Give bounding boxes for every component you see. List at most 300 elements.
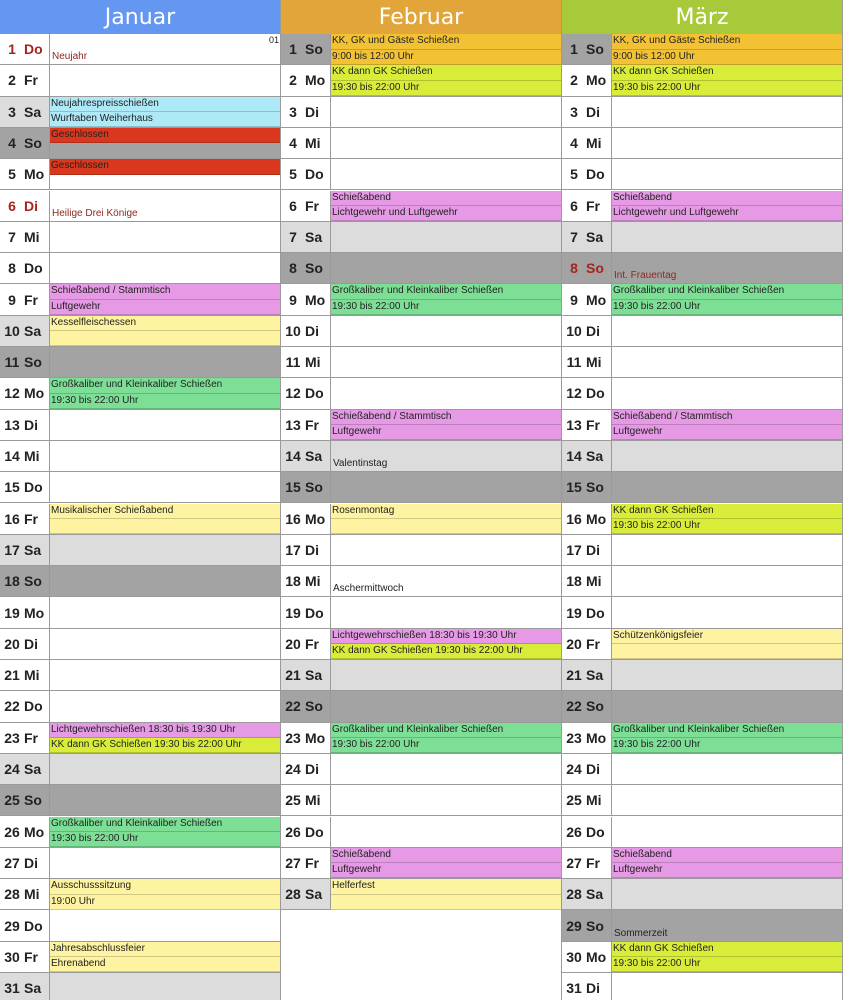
day-label	[281, 253, 331, 283]
day-row	[281, 191, 562, 222]
day-label	[0, 504, 50, 534]
weekday: Di	[305, 103, 319, 120]
day-events	[331, 723, 562, 753]
weekday: Sa	[305, 448, 323, 465]
month-header-2: Februar	[281, 0, 562, 34]
day-events	[50, 159, 281, 189]
day-events	[331, 472, 562, 502]
day-number: 12	[566, 385, 582, 402]
event-band	[50, 331, 281, 346]
day-label	[562, 191, 612, 221]
event-band: Kesselfleischessen	[50, 316, 281, 332]
day-number: 26	[4, 823, 20, 840]
event-band: 19:30 bis 22:00 Uhr	[50, 832, 281, 847]
weekday: Fr	[24, 948, 38, 965]
day-row	[562, 441, 843, 472]
day-label	[562, 441, 612, 471]
day-number: 11	[4, 354, 20, 371]
day-events	[331, 879, 562, 909]
day-row	[281, 128, 562, 159]
weekday: So	[305, 698, 323, 715]
day-number: 26	[566, 823, 582, 840]
day-number: 24	[4, 761, 20, 778]
day-label	[562, 65, 612, 95]
day-row	[281, 34, 562, 65]
day-row	[281, 316, 562, 347]
event-band: Luftgewehr	[50, 300, 281, 315]
day-events	[331, 34, 562, 64]
day-label	[281, 97, 331, 127]
day-row	[281, 504, 562, 535]
weekday: Mo	[305, 729, 326, 746]
weekday: Fr	[586, 854, 600, 871]
day-row	[0, 97, 281, 128]
day-number: 12	[4, 385, 20, 402]
event-band: Großkaliber und Kleinkaliber Schießen	[331, 723, 562, 739]
day-events	[612, 191, 843, 221]
day-row	[0, 441, 281, 472]
day-row	[562, 754, 843, 785]
day-row	[0, 785, 281, 816]
event-band: 19:00 Uhr	[50, 895, 281, 910]
day-row	[281, 253, 562, 284]
day-label	[281, 378, 331, 408]
event-band: 19:30 bis 22:00 Uhr	[331, 300, 562, 315]
day-events	[50, 754, 281, 784]
event-band: 9:00 bis 12:00 Uhr	[331, 50, 562, 65]
day-events	[612, 754, 843, 784]
day-label	[281, 347, 331, 377]
weekday: Mo	[305, 72, 326, 89]
day-events	[331, 253, 562, 283]
day-events	[612, 472, 843, 502]
day-number: 4	[570, 135, 578, 152]
weekday: Sa	[24, 980, 42, 997]
day-number: 16	[285, 510, 301, 527]
weekday: Fr	[24, 291, 38, 308]
day-events	[612, 347, 843, 377]
day-row	[562, 472, 843, 503]
day-label	[0, 942, 50, 972]
day-number: 30	[566, 948, 582, 965]
day-row	[0, 660, 281, 691]
day-label	[0, 97, 50, 127]
day-label	[0, 128, 50, 158]
event-band: KK dann GK Schießen 19:30 bis 22:00 Uhr	[331, 644, 562, 659]
day-label	[281, 879, 331, 909]
event-band: 9:00 bis 12:00 Uhr	[612, 50, 843, 65]
day-label	[562, 566, 612, 596]
weekday: So	[24, 135, 42, 152]
day-label	[562, 159, 612, 189]
day-number: 13	[285, 416, 301, 433]
day-number: 11	[285, 354, 301, 371]
day-row	[0, 378, 281, 409]
day-label	[0, 848, 50, 878]
day-number: 3	[8, 103, 16, 120]
day-label	[281, 65, 331, 95]
event-band: Großkaliber und Kleinkaliber Schießen	[50, 817, 281, 833]
weekday: Sa	[305, 228, 323, 245]
day-events	[331, 316, 562, 346]
day-label	[562, 910, 612, 940]
weekday: Mo	[24, 604, 45, 621]
day-row	[0, 817, 281, 848]
event-band: KK, GK und Gäste Schießen	[331, 34, 562, 50]
weekday: Fr	[586, 635, 600, 652]
weekday: Do	[24, 260, 43, 277]
weekday: So	[24, 573, 42, 590]
day-label	[281, 723, 331, 753]
day-events	[331, 191, 562, 221]
day-number: 20	[285, 635, 301, 652]
day-events	[331, 535, 562, 565]
day-events	[331, 660, 562, 690]
day-events	[50, 222, 281, 252]
day-label	[281, 128, 331, 158]
day-row	[0, 848, 281, 879]
event-band: Großkaliber und Kleinkaliber Schießen	[331, 284, 562, 300]
weekday: Mo	[24, 823, 45, 840]
event-band: Musikalischer Schießabend	[50, 504, 281, 520]
day-row	[0, 691, 281, 722]
day-events	[50, 253, 281, 283]
day-number: 10	[285, 322, 301, 339]
day-number: 4	[289, 135, 297, 152]
day-label	[562, 128, 612, 158]
weekday: Sa	[24, 322, 42, 339]
weekday: Mo	[586, 729, 607, 746]
day-label	[0, 159, 50, 189]
day-number: 31	[566, 980, 582, 997]
weekday: Fr	[305, 635, 319, 652]
weekday: Mi	[24, 667, 40, 684]
day-events	[50, 410, 281, 440]
day-row	[0, 754, 281, 785]
day-number: 24	[285, 761, 301, 778]
event-band: Helferfest	[331, 879, 562, 895]
day-number: 11	[566, 354, 582, 371]
event-band: Rosenmontag	[331, 504, 562, 520]
event-band: Großkaliber und Kleinkaliber Schießen	[612, 284, 843, 300]
day-events	[612, 785, 843, 815]
day-events	[50, 848, 281, 878]
event-band: Großkaliber und Kleinkaliber Schießen	[612, 723, 843, 739]
day-row	[281, 723, 562, 754]
day-label	[562, 504, 612, 534]
day-label	[562, 535, 612, 565]
day-row	[281, 660, 562, 691]
day-label	[281, 504, 331, 534]
day-events	[612, 441, 843, 471]
day-number: 22	[4, 698, 20, 715]
day-row	[562, 660, 843, 691]
day-events	[331, 284, 562, 314]
day-events	[50, 316, 281, 346]
event-band: 19:30 bis 22:00 Uhr	[331, 738, 562, 753]
day-number: 1	[570, 41, 578, 58]
day-number: 20	[566, 635, 582, 652]
weekday: Sa	[305, 667, 323, 684]
event-band: Schießabend	[612, 191, 843, 207]
day-events	[50, 65, 281, 95]
weekday: Fr	[305, 416, 319, 433]
weekday: Di	[24, 416, 38, 433]
day-label	[281, 754, 331, 784]
weekday: So	[305, 41, 323, 58]
event-band: Luftgewehr	[331, 863, 562, 878]
day-number: 21	[285, 667, 301, 684]
weekday: Mo	[305, 510, 326, 527]
day-row	[281, 691, 562, 722]
event-band: Ausschusssitzung	[50, 879, 281, 895]
day-number: 8	[8, 260, 16, 277]
day-note: Aschermittwoch	[333, 583, 404, 595]
day-number: 6	[289, 197, 297, 214]
day-events	[50, 910, 281, 940]
weekday: Sa	[24, 541, 42, 558]
day-label	[0, 597, 50, 627]
day-events	[612, 128, 843, 158]
weekday: Mo	[305, 291, 326, 308]
day-row	[0, 347, 281, 378]
event-band: 19:30 bis 22:00 Uhr	[612, 300, 843, 315]
day-number: 26	[285, 823, 301, 840]
day-events	[50, 191, 281, 221]
event-band	[50, 519, 281, 534]
day-events	[50, 566, 281, 596]
day-row	[0, 535, 281, 566]
weekday: Sa	[586, 448, 604, 465]
day-number: 21	[4, 667, 20, 684]
weekday: Di	[24, 197, 38, 214]
event-band: Lichtgewehrschießen 18:30 bis 19:30 Uhr	[50, 723, 281, 739]
day-row	[281, 597, 562, 628]
weekday: Sa	[24, 103, 42, 120]
weekday: Mi	[586, 135, 602, 152]
event-band: 19:30 bis 22:00 Uhr	[612, 81, 843, 96]
day-events	[50, 973, 281, 1000]
day-label	[0, 253, 50, 283]
day-number: 24	[566, 761, 582, 778]
day-label	[562, 472, 612, 502]
day-row	[281, 472, 562, 503]
event-band: KK dann GK Schießen	[612, 65, 843, 81]
event-band: 19:30 bis 22:00 Uhr	[612, 957, 843, 972]
day-row	[0, 159, 281, 190]
day-events	[50, 785, 281, 815]
day-label	[281, 441, 331, 471]
day-events	[612, 723, 843, 753]
day-row	[281, 97, 562, 128]
day-events	[331, 128, 562, 158]
day-events	[50, 660, 281, 690]
day-events	[331, 785, 562, 815]
day-events	[612, 159, 843, 189]
weekday: Sa	[586, 886, 604, 903]
month-header-3: März	[562, 0, 843, 34]
day-events	[331, 222, 562, 252]
day-row	[0, 65, 281, 96]
day-label	[281, 817, 331, 847]
event-band	[331, 895, 562, 910]
day-number: 25	[285, 792, 301, 809]
weekday: Mi	[305, 792, 321, 809]
day-events	[612, 691, 843, 721]
day-events	[612, 848, 843, 878]
day-number: 16	[566, 510, 582, 527]
weekday: Mo	[586, 72, 607, 89]
day-number: 13	[566, 416, 582, 433]
day-row	[281, 159, 562, 190]
day-label	[0, 191, 50, 221]
day-label	[562, 378, 612, 408]
day-number: 10	[566, 322, 582, 339]
day-events	[612, 566, 843, 596]
weekday: Mo	[586, 948, 607, 965]
day-label	[562, 785, 612, 815]
day-note: Neujahr	[52, 51, 88, 63]
day-events	[612, 817, 843, 847]
day-label	[281, 284, 331, 314]
day-events	[331, 754, 562, 784]
day-label	[562, 347, 612, 377]
event-band: Geschlossen	[50, 159, 281, 175]
day-number: 30	[4, 948, 20, 965]
day-label	[281, 472, 331, 502]
event-band: KK dann GK Schießen	[612, 942, 843, 958]
weekday: Di	[305, 761, 319, 778]
day-label	[0, 316, 50, 346]
day-note: Sommerzeit	[614, 927, 668, 939]
day-label	[562, 597, 612, 627]
day-row	[281, 222, 562, 253]
weekday: So	[586, 479, 604, 496]
day-row	[0, 222, 281, 253]
day-label	[562, 660, 612, 690]
day-row	[562, 97, 843, 128]
day-row	[562, 253, 843, 284]
day-events	[50, 472, 281, 502]
day-row	[562, 159, 843, 190]
day-label	[0, 222, 50, 252]
day-number: 18	[4, 573, 20, 590]
day-row	[281, 441, 562, 472]
day-events	[50, 34, 281, 64]
weekday: Di	[305, 322, 319, 339]
event-band: KK dann GK Schießen 19:30 bis 22:00 Uhr	[50, 738, 281, 753]
weekday: Mi	[24, 228, 40, 245]
day-label	[0, 754, 50, 784]
day-row	[562, 973, 843, 1000]
weekday: So	[24, 792, 42, 809]
day-label	[281, 566, 331, 596]
day-events	[331, 378, 562, 408]
day-label	[562, 723, 612, 753]
event-band: Ehrenabend	[50, 957, 281, 972]
day-number: 31	[4, 980, 20, 997]
day-label	[281, 316, 331, 346]
event-band: Lichtgewehr und Luftgewehr	[331, 206, 562, 221]
day-row	[562, 316, 843, 347]
day-label	[562, 34, 612, 64]
week-number: 01	[268, 35, 279, 45]
day-row	[562, 191, 843, 222]
event-band: Schießabend / Stammtisch	[612, 410, 843, 426]
event-band: KK dann GK Schießen	[331, 65, 562, 81]
day-row	[562, 942, 843, 973]
day-events	[612, 97, 843, 127]
event-band: Neujahrespreisschießen	[50, 97, 281, 113]
day-number: 9	[8, 291, 16, 308]
day-label	[281, 410, 331, 440]
day-note: Valentinstag	[333, 458, 388, 470]
weekday: Fr	[24, 729, 38, 746]
event-band: Schießabend	[612, 848, 843, 864]
day-row	[281, 535, 562, 566]
weekday: Do	[586, 166, 605, 183]
day-events	[50, 378, 281, 408]
day-events	[612, 629, 843, 659]
day-events	[612, 504, 843, 534]
day-events	[612, 597, 843, 627]
day-number: 3	[570, 103, 578, 120]
event-band: KK dann GK Schießen	[612, 504, 843, 520]
day-events	[612, 910, 843, 940]
event-band: Luftgewehr	[612, 863, 843, 878]
day-number: 19	[4, 604, 20, 621]
day-number: 20	[4, 635, 20, 652]
weekday: Mo	[24, 166, 45, 183]
day-events	[50, 597, 281, 627]
day-events	[331, 441, 562, 471]
day-events	[331, 566, 562, 596]
day-row	[281, 65, 562, 96]
day-events	[612, 410, 843, 440]
day-number: 5	[8, 166, 16, 183]
day-events	[331, 691, 562, 721]
day-label	[0, 65, 50, 95]
day-row	[281, 879, 562, 910]
day-label	[562, 284, 612, 314]
day-row	[0, 566, 281, 597]
day-number: 14	[566, 448, 582, 465]
day-events	[331, 817, 562, 847]
day-label	[562, 316, 612, 346]
weekday: Mi	[24, 886, 40, 903]
day-number: 17	[566, 541, 582, 558]
day-row	[0, 942, 281, 973]
day-number: 7	[289, 228, 297, 245]
event-band: Jahresabschlussfeier	[50, 942, 281, 958]
day-label	[562, 973, 612, 1000]
day-label	[281, 159, 331, 189]
day-number: 4	[8, 135, 16, 152]
day-row	[0, 253, 281, 284]
day-number: 15	[285, 479, 301, 496]
day-events	[50, 723, 281, 753]
day-row	[562, 785, 843, 816]
day-number: 19	[285, 604, 301, 621]
event-band: 19:30 bis 22:00 Uhr	[331, 81, 562, 96]
day-number: 18	[566, 573, 582, 590]
day-events	[612, 34, 843, 64]
event-band: Schießabend	[331, 191, 562, 207]
weekday: Fr	[586, 416, 600, 433]
event-band: Wurftaben Weiherhaus	[50, 112, 281, 127]
weekday: Mo	[586, 291, 607, 308]
day-label	[562, 222, 612, 252]
